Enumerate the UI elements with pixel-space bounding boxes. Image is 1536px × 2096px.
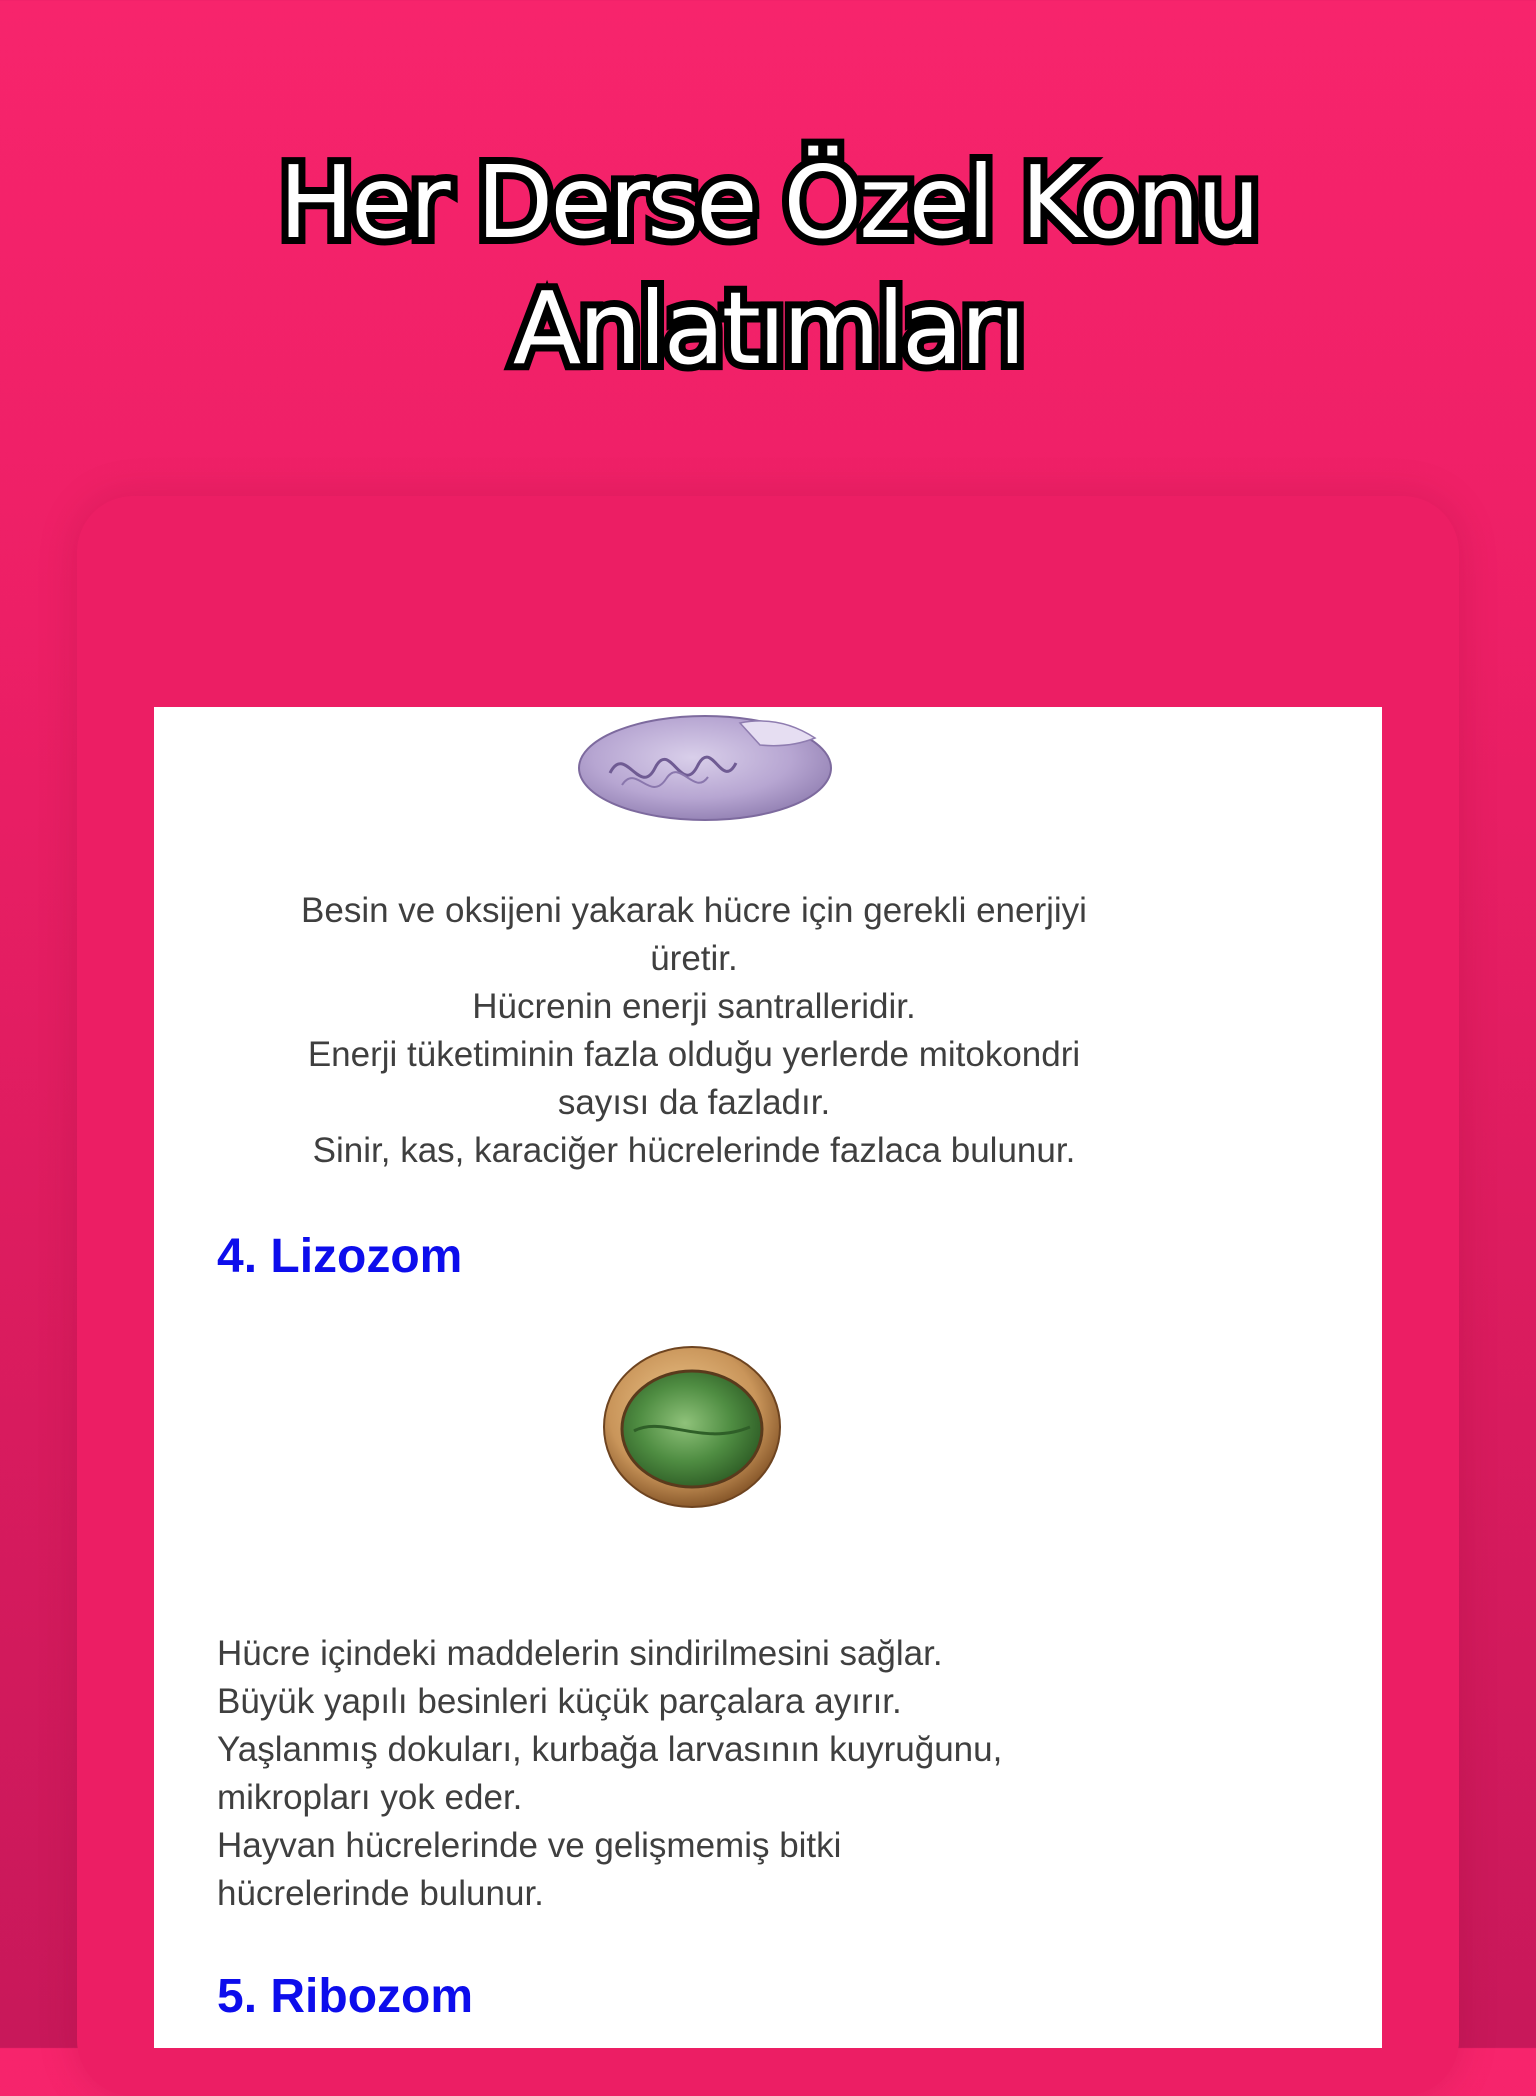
text-line: Hücre içindeki maddelerin sindirilmesini sağlar. [217, 1634, 943, 1673]
text-line: Sinir, kas, karaciğer hücrelerinde fazlaca bulunur. [312, 1131, 1076, 1170]
text-line: Besin ve oksijeni yakarak hücre için gerekli enerjiyi [301, 891, 1087, 930]
text-line: sayısı da fazladır. [557, 1083, 831, 1122]
text-line: Hayvan hücrelerinde ve gelişmemiş bitki [217, 1826, 842, 1865]
lesson-screen[interactable] [154, 707, 1382, 2048]
text-line: mikropları yok eder. [217, 1778, 523, 1817]
promo-headline [0, 140, 1536, 392]
mitochondrion-description [194, 887, 1194, 1175]
mitochondrion-illustration [570, 707, 840, 823]
lizozom-heading: 4. Lizozom [217, 1230, 463, 1283]
ribozom-heading: 5. Ribozom [217, 1970, 474, 2023]
lysosome-illustration [582, 1335, 802, 1515]
headline-line-1: Her Derse Özel Konu [278, 144, 1258, 261]
headline-line-2: Anlatımları [512, 270, 1024, 387]
text-line: Büyük yapılı besinleri küçük parçalara ayırır. [217, 1682, 902, 1721]
text-line: üretir. [650, 939, 738, 978]
text-line: Enerji tüketiminin fazla olduğu yerlerde mitokondri [307, 1035, 1081, 1074]
text-line: hücrelerinde bulunur. [217, 1874, 544, 1913]
text-line: Hücrenin enerji santralleridir. [472, 987, 916, 1026]
text-line: Yaşlanmış dokuları, kurbağa larvasının kuyruğunu, [217, 1730, 1003, 1769]
lizozom-description [217, 1630, 1217, 1918]
